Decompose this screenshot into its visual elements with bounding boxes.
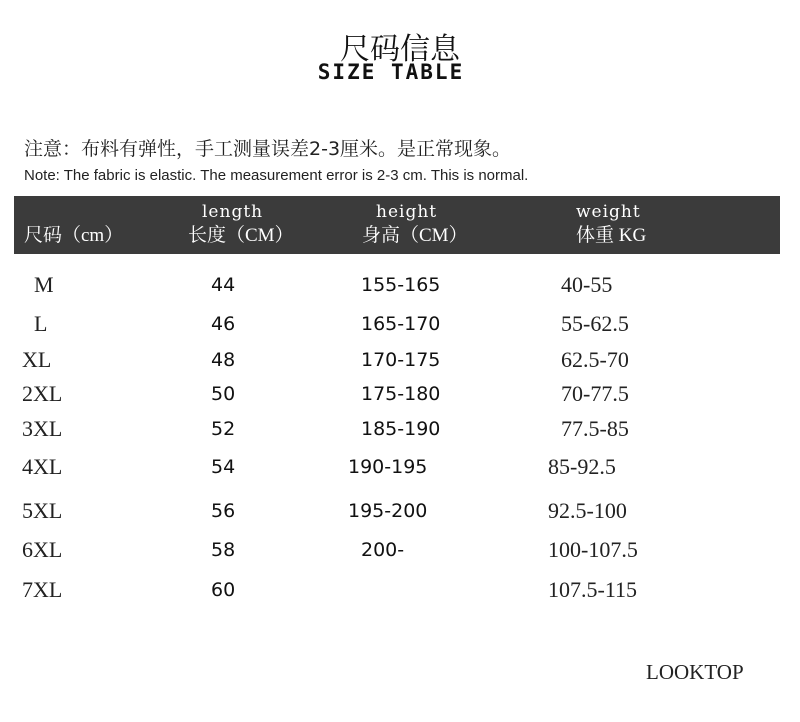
- row-length: 48: [211, 349, 236, 371]
- row-size: XL: [22, 347, 52, 372]
- row-weight: 70-77.5: [561, 381, 629, 406]
- page-title: 尺码信息: [340, 32, 460, 67]
- row-size: 5XL: [22, 498, 63, 523]
- header-length: [188, 200, 294, 248]
- header-weight: [576, 200, 646, 248]
- table-header: [14, 196, 780, 254]
- row-height: 165-170: [361, 313, 441, 335]
- row-length: 60: [211, 579, 236, 601]
- brand-name: LOOKTOP: [646, 660, 744, 684]
- row-length: 56: [211, 500, 236, 522]
- row-weight: 77.5-85: [561, 416, 629, 441]
- row-weight: 85-92.5: [548, 454, 616, 479]
- row-weight: 100-107.5: [548, 537, 638, 562]
- row-size: 3XL: [22, 416, 63, 441]
- row-weight: 40-55: [561, 272, 613, 297]
- row-height: 155-165: [361, 274, 441, 296]
- note-chinese: 注意：布料有弹性，手工测量误差2-3厘米。是正常现象。: [24, 138, 512, 160]
- header-height-en: height: [376, 202, 438, 222]
- row-height: 200-: [361, 539, 405, 561]
- header-size: [24, 200, 123, 248]
- row-height: 190-195: [348, 456, 428, 478]
- row-length: 50: [211, 383, 236, 405]
- header-weight-cn: 体重 KG: [576, 225, 647, 246]
- page-subtitle: SIZE TABLE: [317, 60, 465, 84]
- row-size: 4XL: [22, 454, 63, 479]
- header-length-en: length: [202, 202, 264, 222]
- row-height: 195-200: [348, 500, 428, 522]
- row-size: M: [34, 272, 54, 297]
- row-length: 54: [211, 456, 236, 478]
- header-height: [362, 200, 468, 248]
- row-weight: 55-62.5: [561, 311, 629, 336]
- row-weight: 107.5-115: [548, 577, 638, 602]
- header-length-cn: 长度（CM）: [188, 225, 294, 246]
- header-size-en: [24, 200, 123, 224]
- row-size: 2XL: [22, 381, 63, 406]
- row-size: 7XL: [22, 577, 63, 602]
- row-length: 58: [211, 539, 236, 561]
- row-size: L: [34, 311, 48, 336]
- header-height-cn: 身高（CM）: [362, 225, 468, 246]
- row-height: 185-190: [361, 418, 441, 440]
- note-english: Note: The fabric is elastic. The measurement error is 2-3 cm. This is normal.: [24, 167, 529, 184]
- row-size: 6XL: [22, 537, 63, 562]
- header-weight-en: weight: [576, 202, 641, 222]
- row-weight: 92.5-100: [548, 498, 627, 523]
- row-height: 175-180: [361, 383, 441, 405]
- row-length: 52: [211, 418, 236, 440]
- row-height: 170-175: [361, 349, 441, 371]
- row-length: 44: [211, 274, 236, 296]
- header-size-cn: 尺码（cm）: [24, 225, 124, 246]
- row-weight: 62.5-70: [561, 347, 629, 372]
- row-length: 46: [211, 313, 236, 335]
